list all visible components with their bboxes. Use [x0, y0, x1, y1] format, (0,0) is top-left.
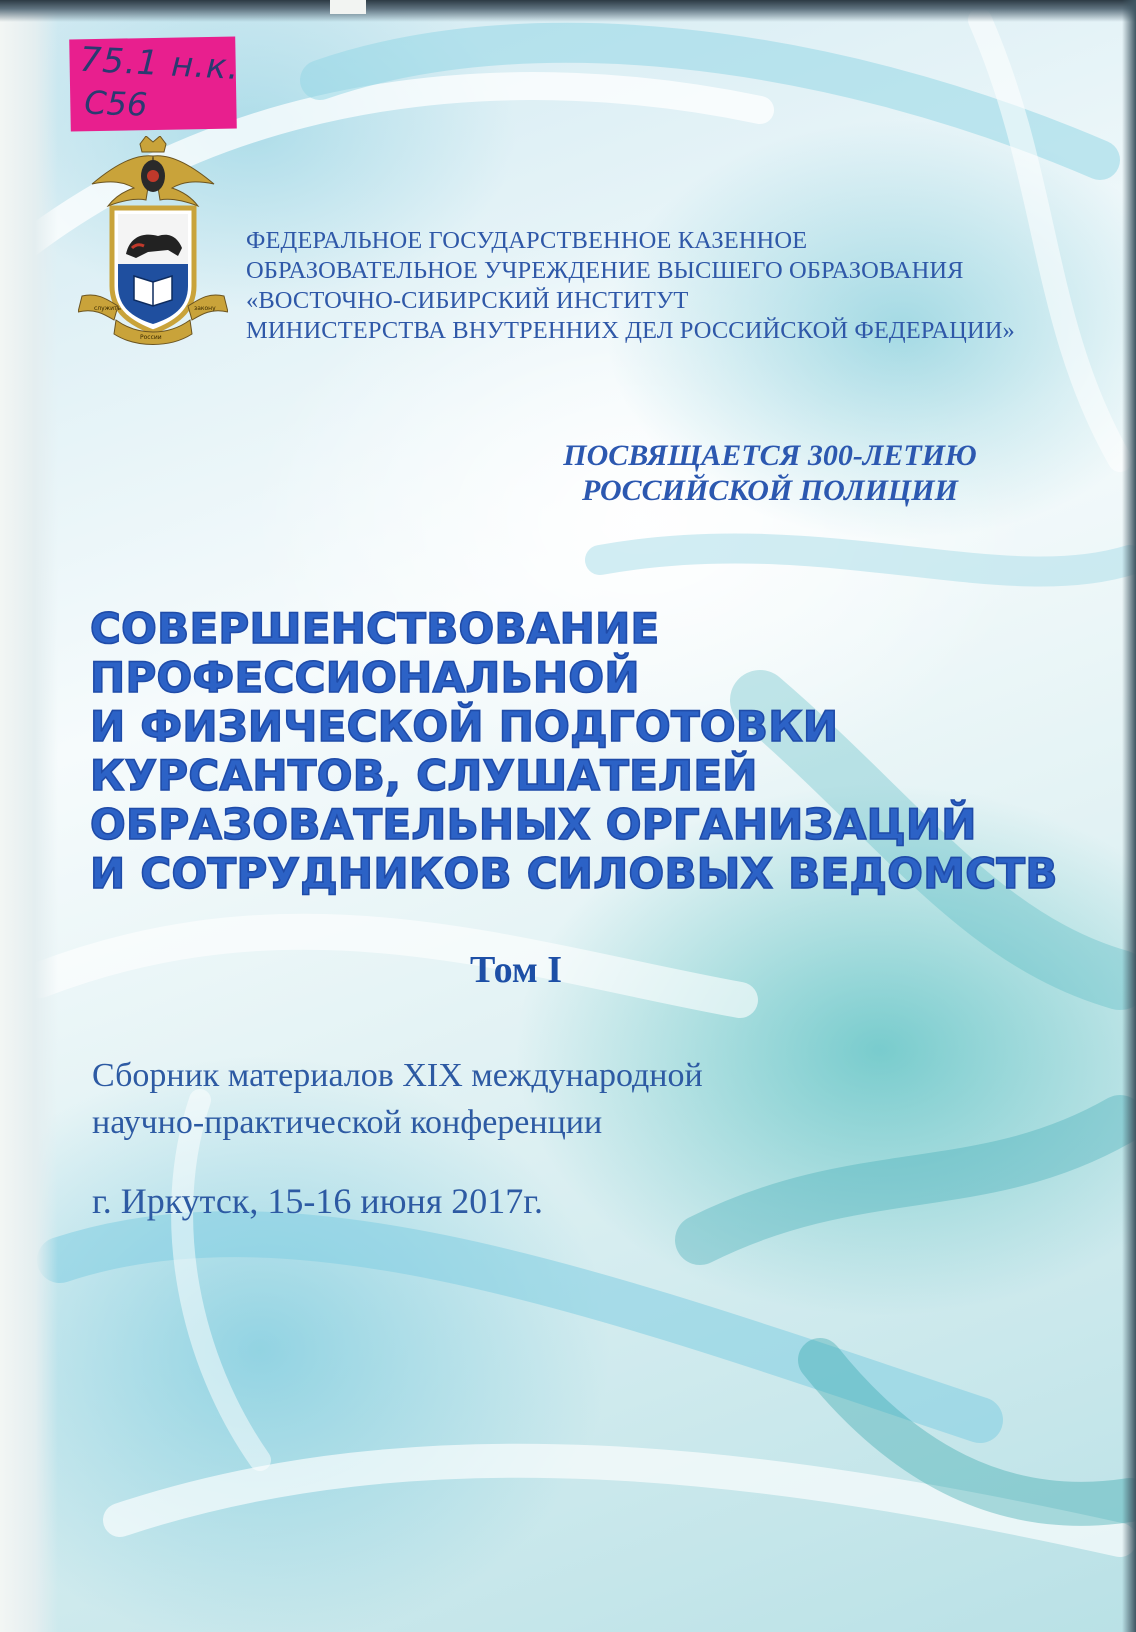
- book-subtitle: [92, 1052, 703, 1146]
- institution-line: ОБРАЗОВАТЕЛЬНОЕ УЧРЕЖДЕНИЕ ВЫСШЕГО ОБРАЗОВАНИЯ: [246, 257, 964, 284]
- dedication-line: РОССИЙСКОЙ ПОЛИЦИИ: [582, 474, 958, 507]
- institution-name: [246, 226, 1066, 346]
- institution-line: «ВОСТОЧНО-СИБИРСКИЙ ИНСТИТУТ: [246, 287, 689, 314]
- institution-line: ФЕДЕРАЛЬНОЕ ГОСУДАРСТВЕННОЕ КАЗЕННОЕ: [246, 227, 808, 254]
- title-line: КУРСАНТОВ, СЛУШАТЕЛЕЙ: [90, 751, 758, 800]
- title-line: ОБРАЗОВАТЕЛЬНЫХ ОРГАНИЗАЦИЙ: [90, 800, 977, 849]
- author-mark-text: С56: [83, 83, 149, 124]
- emblem-ribbon-left-text: служить: [94, 305, 122, 312]
- cover-left-edge: [0, 0, 58, 1632]
- library-call-number-sticker: [69, 37, 241, 132]
- book-title: [90, 604, 1070, 898]
- title-line: СОВЕРШЕНСТВОВАНИЕ: [90, 604, 660, 653]
- volume-label: Том I: [470, 949, 563, 991]
- cover-top-edge: [0, 0, 1136, 22]
- cover-right-edge: [1122, 0, 1136, 1632]
- subtitle-line: Сборник материалов XIX международной: [92, 1057, 703, 1094]
- dedication-text: [520, 438, 1020, 508]
- dedication-line: ПОСВЯЩАЕТСЯ 300-ЛЕТИЮ: [563, 439, 977, 472]
- place-and-date: г. Иркутск, 15-16 июня 2017г.: [92, 1181, 544, 1221]
- title-line: ПРОФЕССИОНАЛЬНОЙ: [90, 653, 640, 702]
- institute-emblem-icon: [78, 136, 228, 346]
- subtitle-line: научно-практической конференции: [92, 1104, 603, 1141]
- emblem-ribbon-right-text: закону: [194, 305, 216, 312]
- call-number-text: 75.1 н.к.: [78, 39, 241, 89]
- title-line: И СОТРУДНИКОВ СИЛОВЫХ ВЕДОМСТВ: [90, 849, 1058, 898]
- emblem-ribbon-bottom-text: России: [140, 334, 162, 341]
- institution-line: МИНИСТЕРСТВА ВНУТРЕННИХ ДЕЛ РОССИЙСКОЙ ФЕДЕРАЦИИ»: [246, 317, 1015, 344]
- cover-top-edge-gap: [330, 0, 366, 14]
- title-line: И ФИЗИЧЕСКОЙ ПОДГОТОВКИ: [90, 702, 839, 751]
